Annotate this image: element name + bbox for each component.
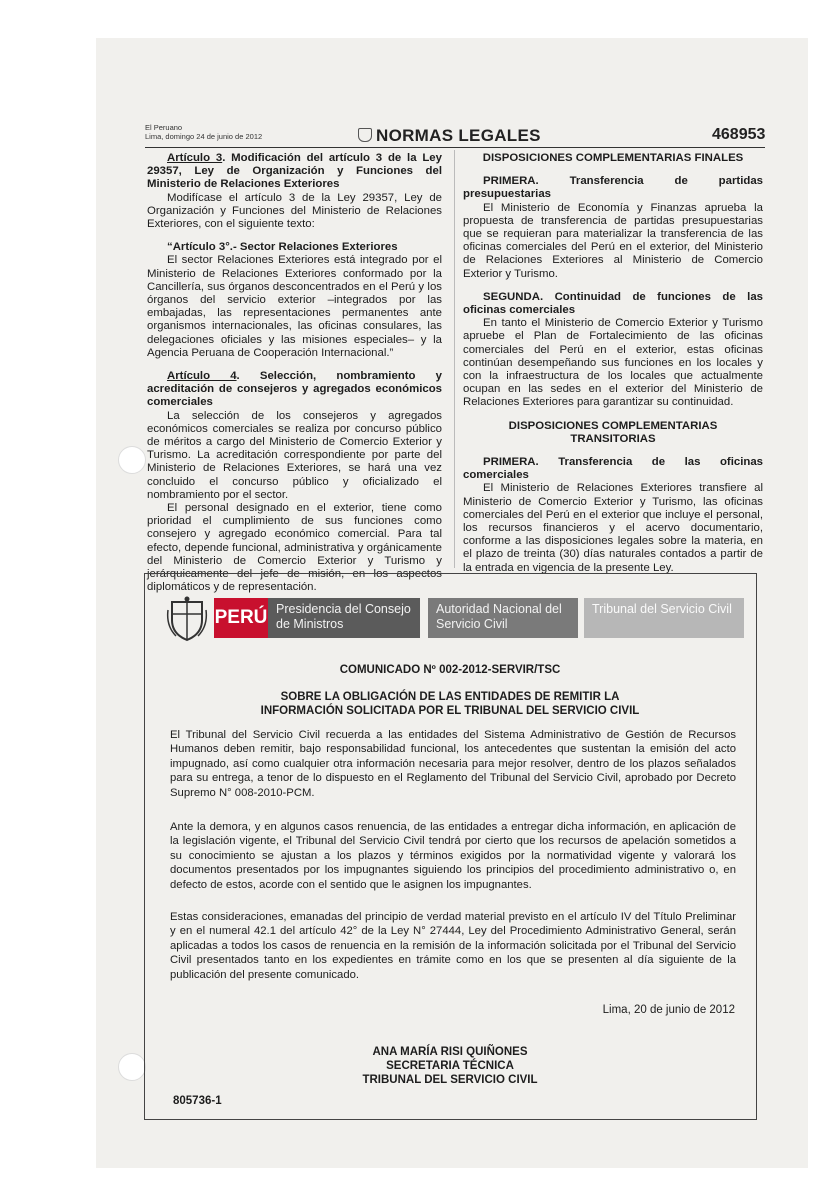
page-number: 468953 — [712, 126, 766, 143]
column-divider — [454, 150, 455, 568]
article-4-paragraph: El personal designado en el exterior, tiene como prioridad el cumplimiento de sus funciones como consejero y agregado económico comercial. Para tal efecto, depende funcional, administrativa y orgánicamente del Ministerio de Comercio Exterior y Turismo y jerárquicamente del jefe de misión, en los aspectos diplomáticos y de representación. — [147, 502, 442, 594]
country-label: PERÚ — [214, 598, 268, 638]
second-provision-heading: SEGUNDA. Continuidad de funciones de las oficinas comerciales — [463, 290, 763, 317]
article-3-quote-title: “Artículo 3°.- Sector Relaciones Exteriores — [167, 241, 398, 254]
issue-date: Lima, domingo 24 de junio de 2012 — [145, 132, 263, 141]
notice-title-line: INFORMACIÓN SOLICITADA POR EL TRIBUNAL DEL SERVICIO CIVIL — [260, 705, 640, 717]
header-divider — [145, 147, 765, 148]
transitional-first-body: El Ministerio de Relaciones Exteriores transfiere al Ministerio de Comercio Exterior y Turismo, las oficinas comerciales del Perú en el exterior que incluye el personal, los recursos financieros y el acervo documentario, conforme a las disposiciones legales sobre la materia, en el plazo de treinta (30) días naturales contados a partir de la entrada en vigencia de la presente Ley. — [463, 482, 763, 574]
coat-of-arms-icon — [358, 128, 372, 142]
second-provision-body: En tanto el Ministerio de Comercio Exterior y Turismo apruebe el Plan de Fortalecimiento de las oficinas comerciales del Perú en el exterior, estas oficinas continúan desempeñando sus funciones en los locales y con la infraestructura de los locales que actualmente ocupan en las sedes en el exterior del Ministerio de Relaciones Exteriores para garantizar su continuidad. — [463, 317, 763, 409]
punch-hole — [118, 1053, 146, 1081]
article-4-paragraph: La selección de los consejeros y agregados económicos comerciales se realiza por concurso público de méritos a cargo del Ministerio de Comercio Exterior y Turismo. La acreditación correspondiente por parte del Ministerio de Relaciones Exteriores, se hará una vez concluido el concurso público y oficializado el nombramiento por el sector. — [147, 409, 442, 501]
transitional-first-heading: PRIMERA. Transferencia de las oficinas comerciales — [463, 456, 763, 482]
shield-icon — [166, 596, 208, 642]
first-provision-heading: PRIMERA. Transferencia de partidas presupuestarias — [463, 175, 763, 201]
article-3-intro: Modifícase el artículo 3 de la Ley 29357, Ley de Organización y Funciones del Ministerio de Relaciones Exteriores, con el siguiente texto: — [147, 191, 442, 231]
notice-paragraph: Ante la demora, y en algunos casos renuencia, de las entidades a entregar dicha información, en aplicación de la legislación vigente, el Tribunal del Servicio Civil tendrá por cierto que los recursos de apelación sometidos a su conocimiento se ajustan a los plazos y términos exigidos por la normatividad vigente y valorará los documentos presentados por los impugnantes siguiendo los principios del procedimiento administrativo o, en defecto de estos, acorde con el sentido que le asignen los impugnantes. — [170, 821, 736, 891]
page-header-meta — [145, 123, 262, 141]
article-3-heading: Artículo 3. Modificación del artículo 3 de la Ley 29357, Ley de Organización y Funciones del Ministerio de Relaciones Exteriores — [147, 152, 442, 191]
notice-paragraph: El Tribunal del Servicio Civil recuerda a las entidades del Sistema Administrativo de Gestión de Recursos Humanos deben remitir, bajo responsabilidad funcional, los antecedentes que sustentan la emisión del acto impugnado, así como cualquier otra información necesaria para mejor resolver, dentro de los plazos señalados para su entrega, a tenor de lo dispuesto en el Reglamento del Tribunal del Servicio Civil, aprobado por Decreto Supremo N° 008-2010-PCM. — [170, 729, 736, 799]
final-provisions-heading: DISPOSICIONES COMPLEMENTARIAS FINALES — [482, 152, 744, 164]
place-and-date: Lima, 20 de junio de 2012 — [602, 1004, 735, 1016]
newspaper-name: El Peruano — [145, 123, 183, 132]
article-3-quote-body: El sector Relaciones Exteriores está integrado por el Ministerio de Relaciones Exteriores conformado por la Cancillería, sus órganos desconcentrados en el Perú y los órganos del servicio exterior –integrados por las embajadas, las representaciones permanentes ante organismos internacionales, las oficinas consulares, las delegaciones oficiales y las misiones especiales– y la Agencia Peruana de Cooperación Internacional.” — [147, 254, 442, 359]
notice-number: COMUNICADO Nº 002-2012-SERVIR/TSC — [339, 664, 561, 676]
transitional-provisions-heading: DISPOSICIONES COMPLEMENTARIAS TRANSITORIAS — [508, 419, 718, 445]
right-column — [463, 152, 763, 575]
notice-paragraph: Estas consideraciones, emanadas del principio de verdad material previsto en el artículo IV del Título Preliminar y en el numeral 42.1 del artículo 42° de la Ley N° 27444, Ley del Procedimiento Administrativo General, serán aplicadas a todos los casos de renuencia en la remisión de la información solicitada por el Tribunal del Servicio Civil presentados tanto en los expedientes en trámite como en los que se presenten al día siguiente de la publicación del presente comunicado. — [170, 911, 736, 981]
signatory-organization: TRIBUNAL DEL SERVICIO CIVIL — [362, 1074, 538, 1086]
signatory-name: ANA MARÍA RISI QUIÑONES — [372, 1046, 528, 1058]
section-title-text: NORMAS LEGALES — [376, 126, 541, 145]
punch-hole — [118, 446, 146, 474]
signatory-title: SECRETARIA TÉCNICA — [386, 1060, 514, 1072]
entity-label-servir: Autoridad Nacional del Servicio Civil — [428, 598, 578, 638]
section-title — [358, 126, 541, 146]
left-column — [147, 152, 442, 595]
entity-label-tribunal: Tribunal del Servicio Civil — [584, 598, 744, 638]
entity-label-pcm: Presidencia del Consejo de Ministros — [268, 598, 420, 638]
article-4-heading: Artículo 4. Selección, nombramiento y acreditación de consejeros y agregados económicos comerciales — [147, 370, 442, 409]
government-logo-banner — [166, 596, 746, 646]
first-provision-body: El Ministerio de Economía y Finanzas aprueba la propuesta de transferencia de partidas presupuestarias que se requieran para materializar la transferencia de las oficinas comerciales del Perú en el exterior, del Ministerio de Relaciones Exteriores al Ministerio de Comercio Exterior y Turismo. — [463, 201, 763, 280]
ad-code: 805736-1 — [173, 1095, 222, 1107]
notice-title-line: SOBRE LA OBLIGACIÓN DE LAS ENTIDADES DE REMITIR LA — [280, 691, 620, 703]
